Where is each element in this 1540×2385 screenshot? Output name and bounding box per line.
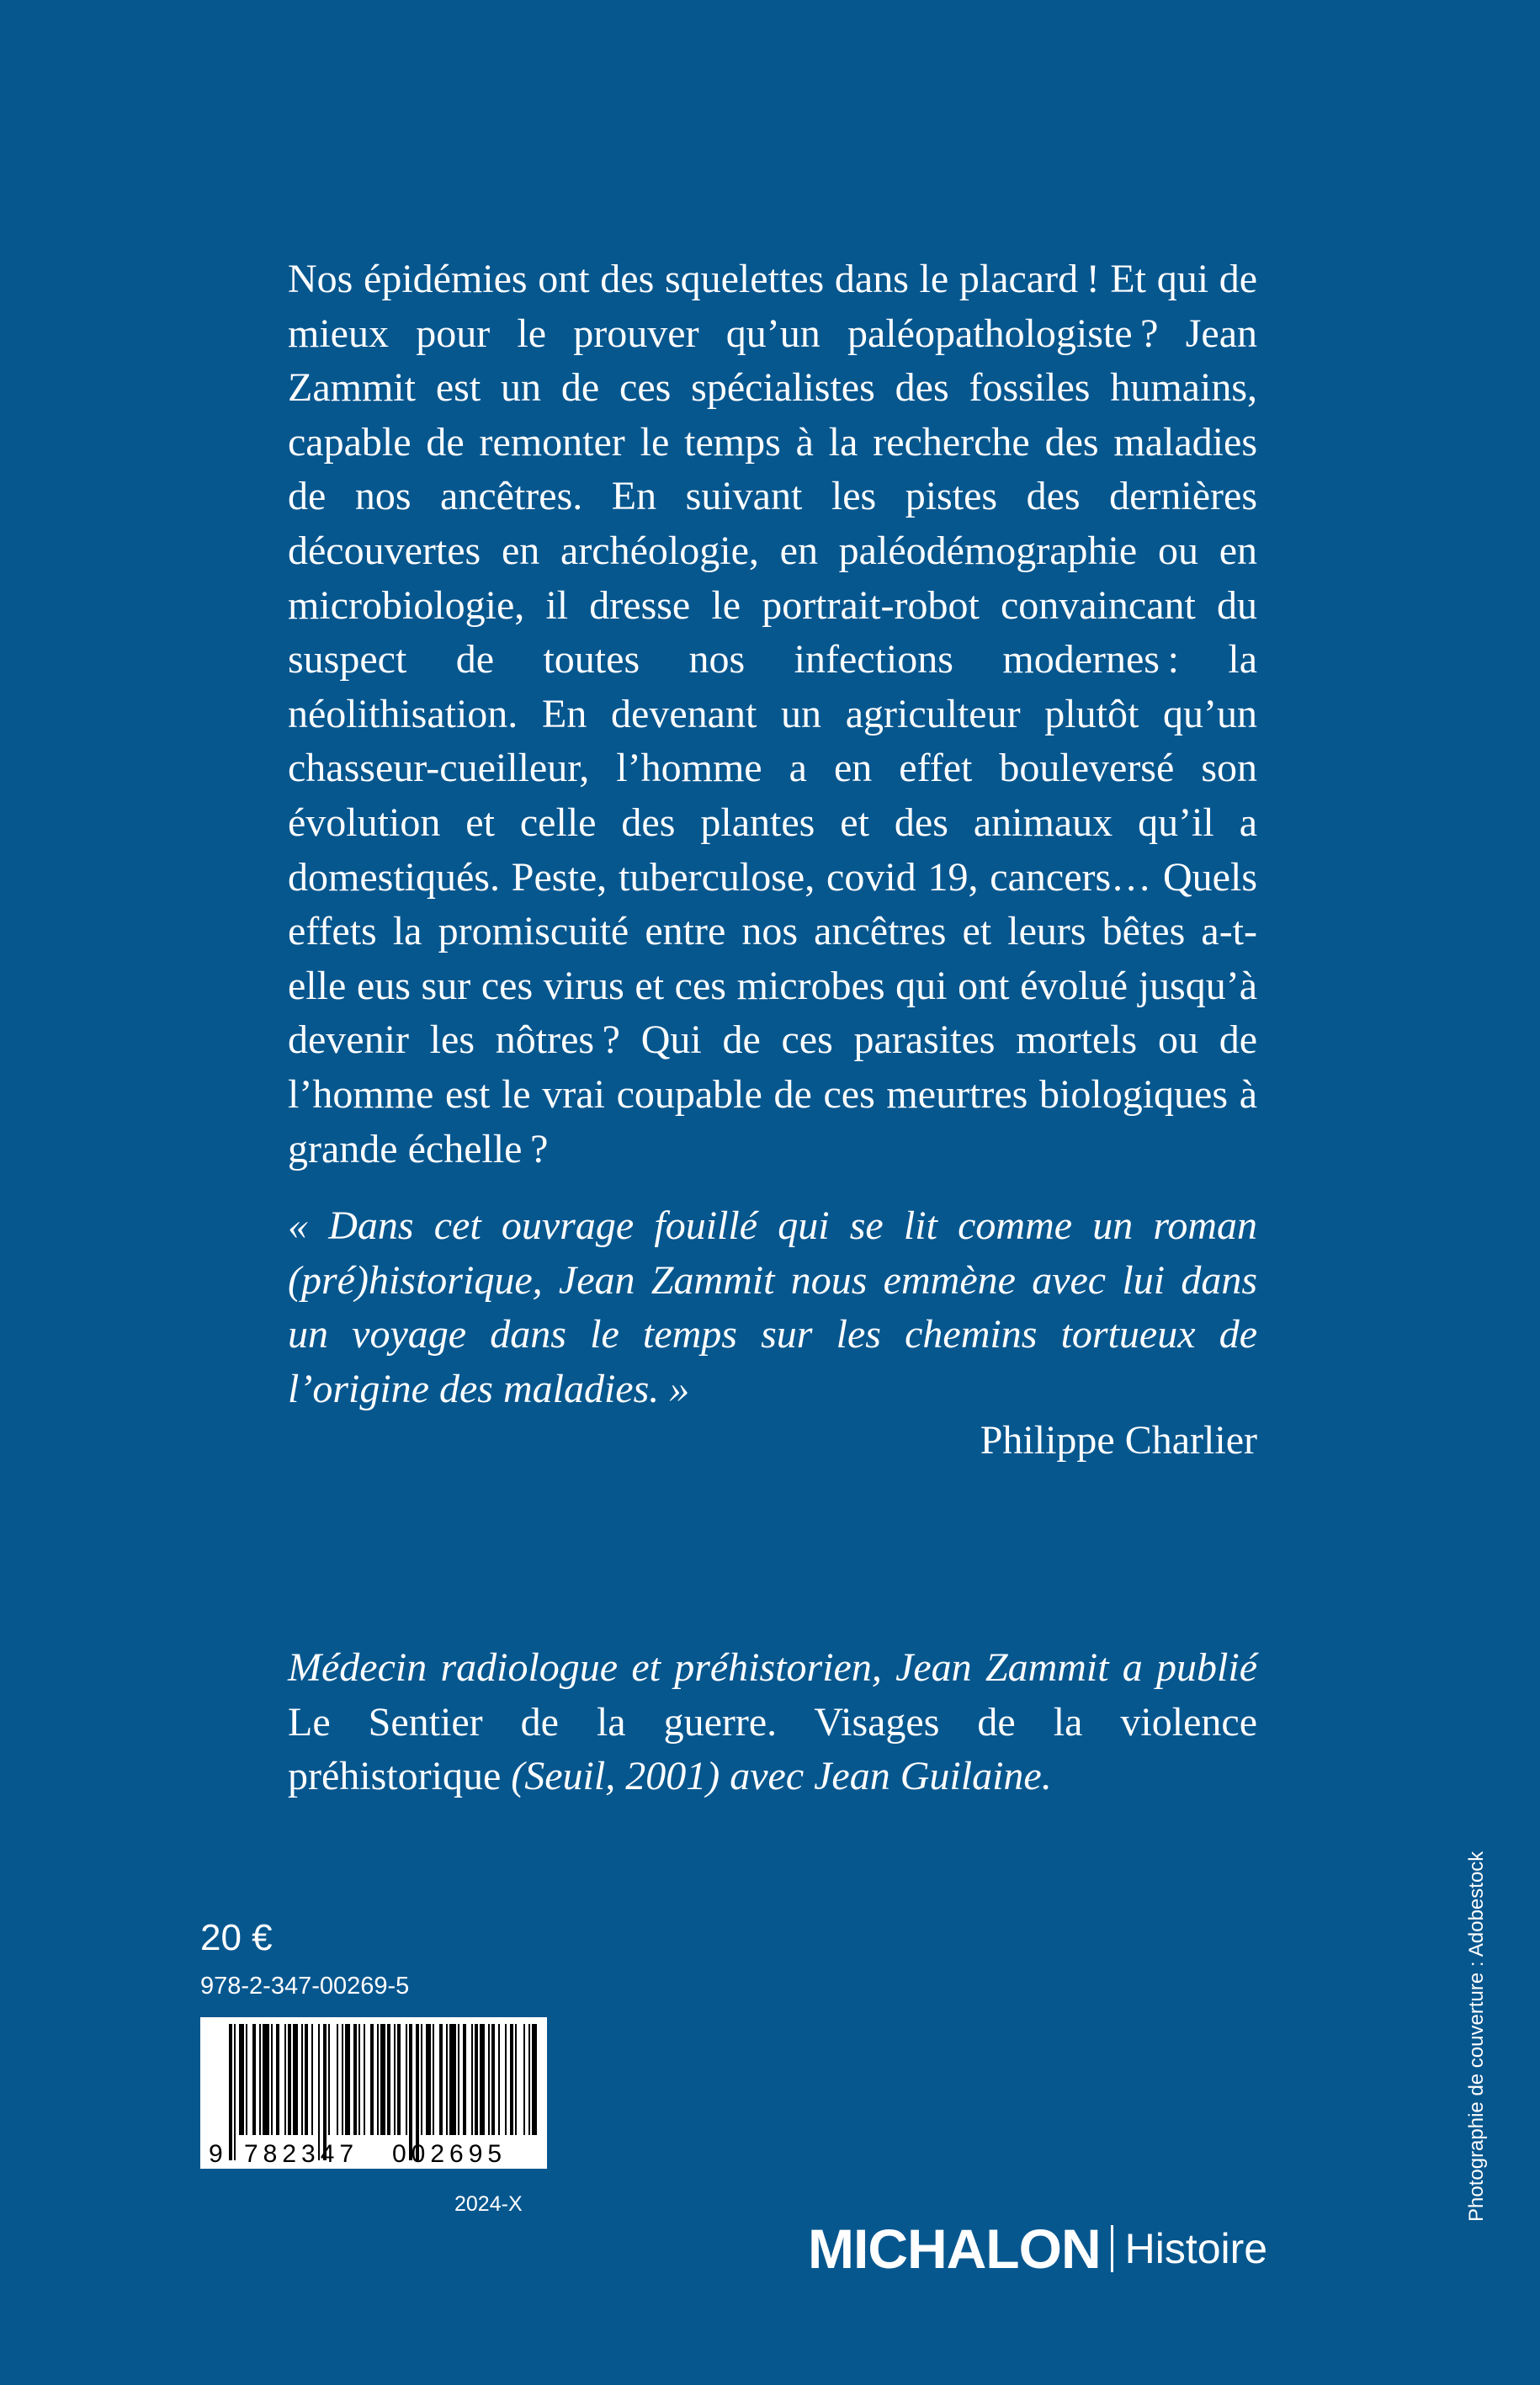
barcode-bar <box>515 2024 517 2135</box>
barcode-first-digit: 9 <box>209 2140 223 2168</box>
barcode-bar <box>358 2024 360 2135</box>
barcode-bar <box>498 2024 500 2135</box>
barcode-bar <box>397 2024 401 2135</box>
barcode-bar <box>377 2024 379 2135</box>
barcode-bar <box>246 2024 247 2135</box>
author-bio <box>288 1641 1257 1804</box>
barcode <box>200 2017 547 2169</box>
barcode-bar <box>488 2024 490 2135</box>
barcode-bar <box>271 2024 273 2135</box>
publisher-logo <box>808 2215 1267 2282</box>
publisher-name: MICHALON <box>808 2218 1101 2280</box>
barcode-bar <box>463 2024 466 2135</box>
bio-intro: Médecin radiologue et préhistorien, Jean Zammit a publié <box>288 1645 1257 1690</box>
barcode-bar <box>426 2024 431 2135</box>
quote-author: Philippe Charlier <box>980 1418 1257 1463</box>
barcode-bar <box>263 2024 269 2135</box>
barcode-bar <box>471 2024 473 2135</box>
barcode-bar <box>406 2024 407 2135</box>
barcode-bar <box>510 2024 513 2135</box>
barcode-digits-right: 002695 <box>392 2140 507 2168</box>
barcode-bar <box>229 2024 232 2160</box>
barcode-bar <box>234 2024 236 2160</box>
barcode-bar <box>458 2024 459 2135</box>
barcode-bar <box>259 2024 261 2135</box>
barcode-bar <box>528 2024 530 2135</box>
barcode-bar <box>380 2024 385 2135</box>
barcode-bar <box>449 2024 456 2135</box>
barcode-bar <box>337 2024 338 2135</box>
barcode-bar <box>252 2024 256 2135</box>
barcode-bar <box>284 2024 286 2135</box>
edition-code: 2024-X <box>454 2192 523 2216</box>
barcode-bar <box>353 2024 357 2135</box>
barcode-bar <box>364 2024 365 2135</box>
barcode-bar <box>439 2024 443 2135</box>
barcode-bar <box>239 2024 244 2135</box>
barcode-bar <box>475 2024 478 2135</box>
publisher-separator <box>1111 2225 1113 2272</box>
barcode-bar <box>446 2024 448 2135</box>
barcode-bar <box>342 2024 343 2135</box>
barcode-bar <box>394 2024 396 2135</box>
barcode-bar <box>370 2024 374 2135</box>
barcode-bar <box>311 2024 313 2135</box>
price-label: 20 € <box>200 1917 273 1958</box>
barcode-bar <box>480 2024 485 2135</box>
collection-name: Histoire <box>1124 2225 1268 2272</box>
barcode-bar <box>301 2024 303 2135</box>
photo-credit: Photographie de couverture : Adobestock <box>1465 1851 1488 2222</box>
bio-details: (Seuil, 2001) avec Jean Guilaine. <box>511 1754 1052 1799</box>
barcode-bar <box>305 2024 308 2135</box>
barcode-graphic <box>200 2017 547 2169</box>
review-quote: « Dans cet ouvrage fouillé qui se lit comme un roman (pré)historique, Jean Zammit nous emmène avec lui dans un voyage dans le temps sur les chemins tortueux de l’origine des maladies. » <box>288 1203 1257 1411</box>
barcode-bar <box>328 2024 330 2135</box>
blurb-paragraph: Nos épidémies ont des squelettes dans le placard ! Et qui de mieux pour le prouver qu’un paléopathologiste ? Jean Zammit est un de ces spécialistes des fossiles humains, capable de remonter le temps à la recherche des maladies de nos ancêtres. En suivant les pistes des dernières découvertes en archéologie, en paléodémographie ou en microbiologie, il dresse le portrait-robot convaincant du suspect de toutes nos infections modernes : la néolithisation. En devenant un agriculteur plutôt qu’un chasseur-cueilleur, l’homme a en effet bouleversé son évolution et celle des plantes et des animaux qu’il a domestiqués. Peste, tuberculose, covid 19, cancers… Quels effets la promiscuité entre nos ancêtres et leurs bêtes a-t-elle eus sur ces virus et ces microbes qui ont évolué jusqu’à devenir les nôtres ? Qui de ces parasites mortels ou de l’homme est le vrai coupable de ces meurtres biologiques à grande échelle ? <box>288 257 1257 1171</box>
barcode-bar <box>293 2024 298 2135</box>
bio-book-title: Le Sentier de la guerre. Visages de la violence préhistorique <box>288 1699 1257 1799</box>
barcode-bar <box>523 2024 525 2135</box>
barcode-bar <box>288 2024 291 2135</box>
barcode-bar <box>491 2024 495 2135</box>
barcode-bar <box>532 2024 537 2135</box>
barcode-bar <box>433 2024 434 2135</box>
barcode-bar <box>276 2024 279 2135</box>
barcode-bar <box>345 2024 350 2135</box>
barcode-digits-left: 782347 <box>244 2140 359 2168</box>
barcode-bar <box>421 2024 422 2135</box>
barcode-bar <box>387 2024 390 2135</box>
isbn-number: 978-2-347-00269-5 <box>200 1973 410 2000</box>
barcode-bar <box>505 2024 507 2135</box>
